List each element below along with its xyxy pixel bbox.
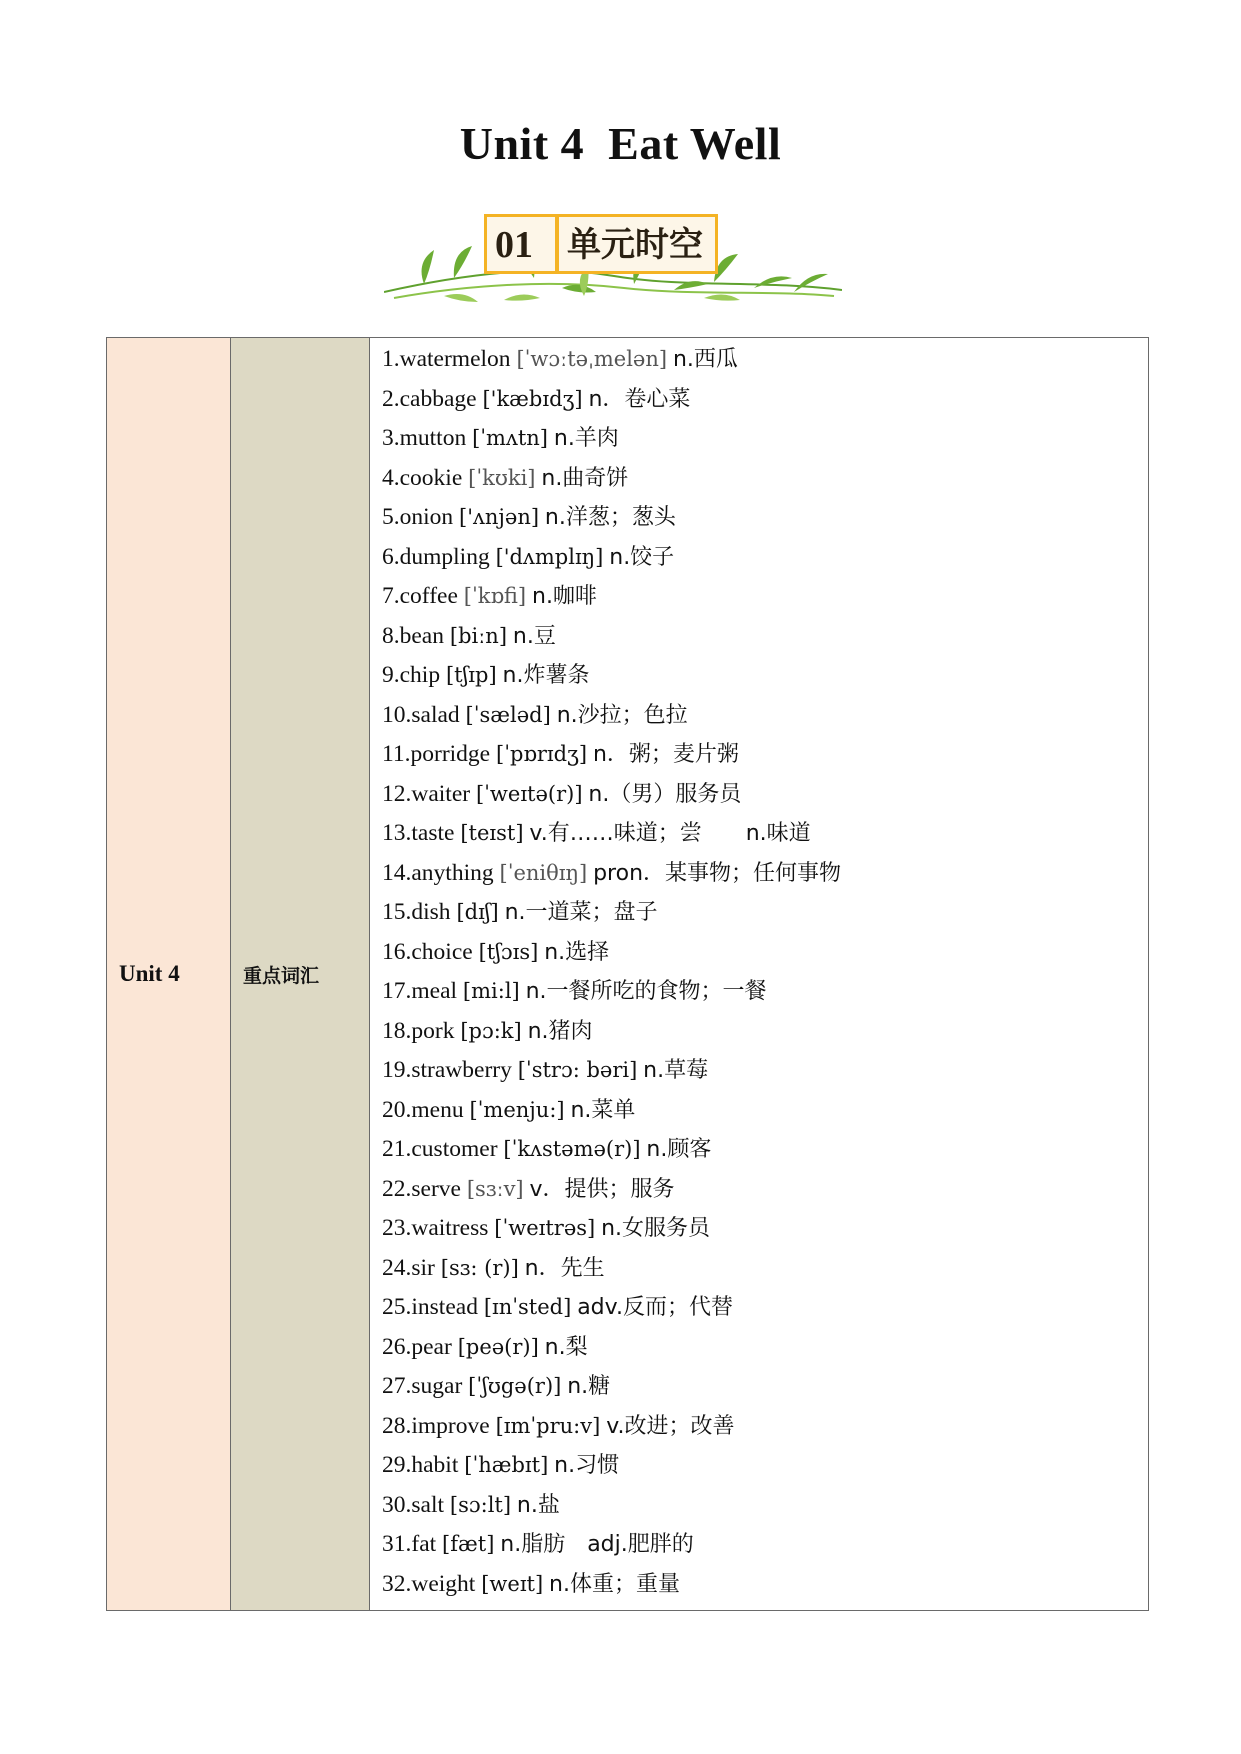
list-item <box>382 1249 1148 1289</box>
vocab-definition: n.习惯 <box>554 1453 620 1478</box>
vocab-definition: n.女服务员 <box>601 1216 711 1241</box>
vocab-phonetic: [tʃɪp] <box>445 663 497 687</box>
list-item <box>382 1091 1148 1131</box>
page-title: Unit 4 Eat Well <box>459 118 782 169</box>
list-item <box>382 340 1148 380</box>
list-item <box>382 1565 1148 1605</box>
vocab-word: 31.fat <box>382 1531 437 1557</box>
list-item <box>382 1328 1148 1368</box>
vocab-phonetic: [ˈkʌstəmə(r)] <box>503 1137 641 1161</box>
vocab-definition: n.羊肉 <box>553 426 619 451</box>
vocab-word: 17.meal <box>382 978 458 1004</box>
list-item <box>382 814 1148 854</box>
vocab-phonetic: ['kæbɪdʒ] <box>482 386 583 411</box>
vocab-word: 3.mutton <box>382 425 467 451</box>
section-cell: 重点词汇 <box>231 338 370 1611</box>
vocab-word: 21.customer <box>382 1136 498 1162</box>
vocab-definition: n.饺子 <box>609 544 675 570</box>
vocab-word: 12.waiter <box>382 780 471 807</box>
vocab-phonetic: [ˈʃʊgə(r)] <box>468 1374 562 1398</box>
list-item <box>382 1407 1148 1447</box>
vocab-phonetic: [ˈkɒfi] <box>463 584 527 608</box>
vocab-word: 23.waitress <box>382 1215 489 1241</box>
vocab-phonetic: [sɜːv] <box>466 1176 524 1201</box>
vocab-phonetic: [ɪmˈpru:v] <box>495 1413 601 1438</box>
vocab-word: 8.bean <box>382 622 444 649</box>
list-item <box>382 1012 1148 1052</box>
list-item <box>382 1130 1148 1170</box>
list-item <box>382 656 1148 696</box>
list-item <box>382 577 1148 617</box>
vocab-phonetic: [ˈwɔːtəˌmelən] <box>516 347 668 371</box>
vocab-word: 27.sugar <box>382 1373 463 1399</box>
vocab-phonetic: [ˈeniθɪŋ] <box>499 860 588 885</box>
list-item <box>382 1051 1148 1091</box>
vocab-word: 15.dish <box>382 899 451 925</box>
vocab-word: 24.sir <box>382 1254 435 1281</box>
vocab-definition: adv.反而；代替 <box>577 1295 733 1320</box>
list-item <box>382 1288 1148 1328</box>
vocab-phonetic: [ˈmenju:] <box>469 1097 565 1122</box>
vocab-definition: n.猪肉 <box>527 1018 593 1044</box>
vocab-phonetic: [ˈkʊki] <box>468 465 536 490</box>
vocab-word: 20.menu <box>382 1096 464 1123</box>
vocab-phonetic: [peə(r)] <box>457 1334 539 1359</box>
vocab-phonetic: ['ʌnjən] <box>459 505 540 529</box>
vocab-word: 28.improve <box>382 1412 490 1439</box>
vocab-definition: v.改进；改善 <box>606 1413 735 1439</box>
banner-number: 01 <box>495 224 533 266</box>
list-item <box>382 854 1148 894</box>
vocab-definition: n.洋葱；葱头 <box>544 505 676 530</box>
vocab-definition: n.一道菜；盘子 <box>504 900 658 925</box>
banner-text: 单元时空 <box>567 225 703 265</box>
list-item <box>382 893 1148 933</box>
vocab-phonetic: [ˈpɒrɪdʒ] <box>496 742 588 766</box>
vocab-definition: n.曲奇饼 <box>541 465 629 491</box>
unit-cell: Unit 4 <box>107 338 231 1611</box>
vocab-definition: n.糖 <box>567 1374 611 1399</box>
vocab-phonetic: [sɜ: (r)] <box>440 1255 519 1280</box>
vocab-word: 30.salt <box>382 1491 445 1518</box>
vocab-phonetic: [ˈweɪtrəs] <box>494 1216 596 1240</box>
list-item <box>382 1170 1148 1210</box>
vocab-definition: n.咖啡 <box>532 584 597 609</box>
list-item <box>382 696 1148 736</box>
list-item <box>382 775 1148 815</box>
vocab-definition: n.选择 <box>544 939 610 965</box>
vocab-phonetic: [sɔ:lt] <box>449 1492 512 1517</box>
vocab-definition: n．先生 <box>524 1255 605 1281</box>
list-item <box>382 380 1148 420</box>
vocab-definition: n.菜单 <box>570 1097 636 1123</box>
list-item <box>382 1446 1148 1486</box>
vocab-phonetic: [ˈhæbɪt] <box>464 1453 549 1477</box>
vocab-definition: n.草莓 <box>643 1058 709 1083</box>
vocab-word: 29.habit <box>382 1452 459 1478</box>
vocab-definition: v.有……味道；尝 n.味道 <box>529 821 811 846</box>
vocab-word: 4.cookie <box>382 464 463 491</box>
vocab-phonetic: [tʃɔɪs] <box>478 939 539 964</box>
vocab-word: 6.dumpling <box>382 543 490 570</box>
vocab-phonetic: [mi:l] <box>462 979 520 1003</box>
vocab-phonetic: [ˈmʌtn] <box>472 426 548 450</box>
banner-divider <box>555 217 559 271</box>
vocab-definition: n.炸薯条 <box>502 663 590 688</box>
list-item <box>382 972 1148 1012</box>
vocab-word: 9.chip <box>382 662 441 688</box>
vocab-phonetic: [teɪst] <box>460 821 524 845</box>
vocab-word: 5.onion <box>382 504 454 530</box>
vocab-definition: n.盐 <box>516 1492 560 1518</box>
list-item <box>382 1525 1148 1565</box>
section-banner <box>384 204 842 320</box>
vocab-word: 16.choice <box>382 938 473 965</box>
vocab-word: 19.strawberry <box>382 1057 512 1083</box>
vocab-definition: v．提供；服务 <box>529 1176 675 1202</box>
list-item <box>382 538 1148 578</box>
vocab-phonetic: [fæt] <box>442 1532 495 1556</box>
vocab-definition: n．粥；麦片粥 <box>592 742 739 767</box>
vocab-definition: n.顾客 <box>646 1137 712 1162</box>
vocab-definition: n.沙拉；色拉 <box>556 702 688 728</box>
table-row <box>107 338 1149 1611</box>
vocab-word: 18.pork <box>382 1017 455 1044</box>
list-item <box>382 1367 1148 1407</box>
vocab-word: 26.pear <box>382 1333 452 1360</box>
vocab-word: 13.taste <box>382 820 455 846</box>
vocab-definition: n.一餐所吃的食物；一餐 <box>525 979 767 1004</box>
vocab-word: 14.anything <box>382 859 494 886</box>
vocab-word: 32.weight <box>382 1570 476 1597</box>
vocab-phonetic: [dɪʃ] <box>456 900 499 924</box>
banner-label-box <box>484 214 718 274</box>
vocab-word: 10.salad <box>382 701 460 728</box>
vocab-list <box>382 338 1148 1610</box>
vocab-definition: n.豆 <box>512 623 556 649</box>
list-item <box>382 498 1148 538</box>
vocab-word: 22.serve <box>382 1175 461 1202</box>
vocab-word: 25.instead <box>382 1294 478 1320</box>
vocab-word: 7.coffee <box>382 583 458 609</box>
vocab-phonetic: [ˈweɪtə(r)] <box>475 781 583 806</box>
vocab-phonetic: [weɪt] <box>481 1571 544 1596</box>
list-item <box>382 1209 1148 1249</box>
vocab-list-cell <box>370 338 1149 1611</box>
list-item <box>382 1486 1148 1526</box>
vocab-definition: pron．某事物；任何事物 <box>593 860 842 886</box>
list-item <box>382 459 1148 499</box>
list-item <box>382 617 1148 657</box>
vocab-definition: n.（男）服务员 <box>588 781 742 807</box>
vocab-phonetic: [ˈsæləd] <box>465 702 551 727</box>
vocab-word: 11.porridge <box>382 741 491 767</box>
vocab-phonetic: [biːn] <box>449 623 508 648</box>
vocab-phonetic: [pɔ:k] <box>460 1018 522 1043</box>
vocab-definition: n.脂肪 adj.肥胖的 <box>500 1532 694 1557</box>
list-item <box>382 419 1148 459</box>
list-item <box>382 735 1148 775</box>
vocab-word: 1.watermelon <box>382 346 511 372</box>
vocab-definition: n．卷心菜 <box>588 386 691 412</box>
vocabulary-table <box>106 337 1149 1611</box>
vocab-phonetic: [ˈstrɔ: bəri] <box>517 1058 638 1082</box>
vocab-word: 2.cabbage <box>382 385 477 412</box>
vocab-definition: n.梨 <box>544 1334 588 1360</box>
vocab-definition: n.体重；重量 <box>549 1571 680 1597</box>
vocab-phonetic: [ɪnˈsted] <box>483 1295 572 1319</box>
vocab-phonetic: ['dʌmplɪŋ] <box>495 544 604 569</box>
vocab-definition: n.西瓜 <box>672 347 738 372</box>
list-item <box>382 933 1148 973</box>
